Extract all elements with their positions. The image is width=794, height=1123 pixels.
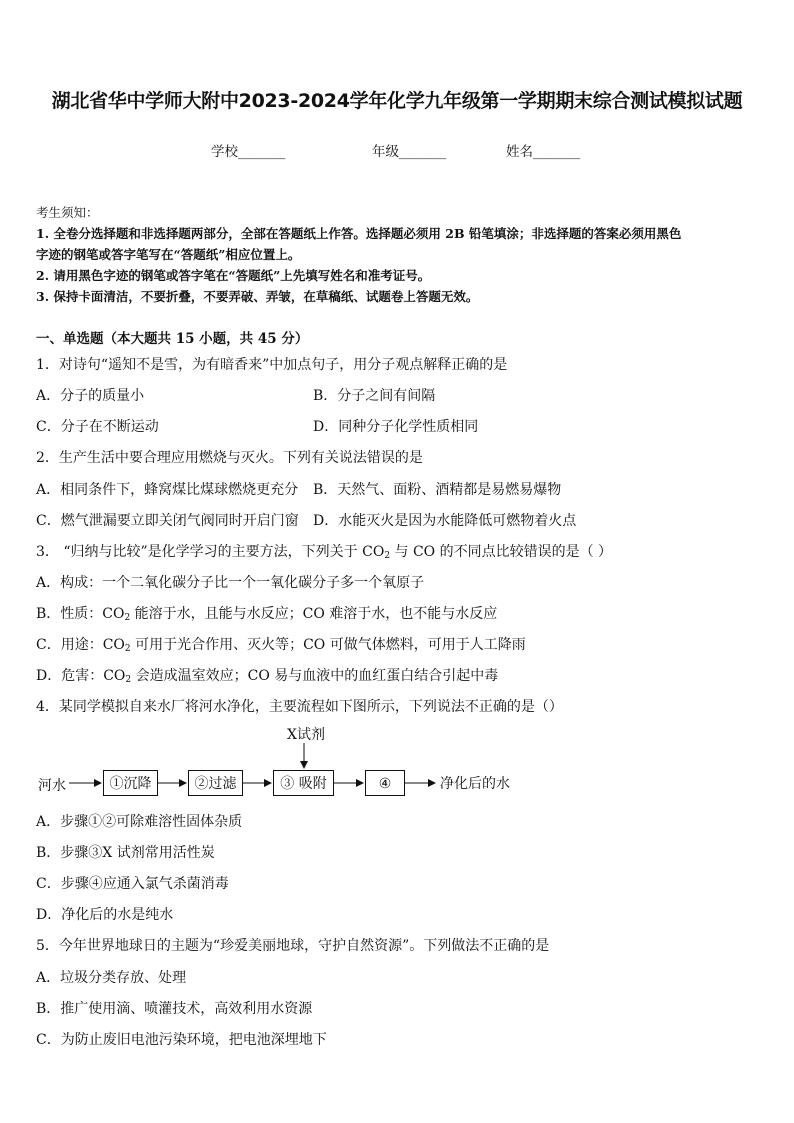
notice-item-1-cont: 字迹的钢笔或答字笔写在“答题纸”相应位置上。 — [36, 247, 301, 262]
q1-option-c: C．分子在不断运动 — [36, 419, 159, 435]
q4-option-d: D．净化后的水是纯水 — [36, 907, 174, 923]
q5-option-a: A．垃圾分类存放、处理 — [36, 970, 187, 986]
section-heading: 一、单选题（本大题共 15 小题，共 45 分） — [36, 331, 309, 347]
q2-option-b: B．天然气、面粉、酒精都是易燃易爆物 — [313, 482, 562, 498]
step-box-adsorption: ③ 吸附 — [273, 770, 334, 796]
page-title: 湖北省华中学师大附中2023-2024学年化学九年级第一学期期末综合测试模拟试题 — [51, 90, 743, 112]
q3-option-a: A．构成：一个二氧化碳分子比一个一氧化碳分子多一个氧原子 — [36, 575, 425, 591]
q5-stem: 5．今年世界地球日的主题为“珍爱美丽地球，守护自然资源”。下列做法不正确的是 — [36, 938, 550, 954]
q1-stem: 1．对诗句“遥知不是雪，为有暗香来”中加点句子，用分子观点解释正确的是 — [36, 357, 508, 373]
notice-heading: 考生须知： — [36, 205, 99, 220]
source-label: 河水 — [38, 778, 66, 794]
output-label: 净化后的水 — [440, 776, 510, 792]
q4-option-a: A．步骤①②可除难溶性固体杂质 — [36, 814, 243, 830]
reagent-label: X试剂 — [287, 727, 325, 743]
notice-item-3: 3. 保持卡面清洁，不要折叠，不要弄破、弄皱，在草稿纸、试题卷上答题无效。 — [36, 289, 479, 304]
name-field: 姓名_______ — [506, 144, 581, 160]
notice-item-2: 2. 请用黑色字迹的钢笔或答字笔在“答题纸”上先填写姓名和准考证号。 — [36, 268, 431, 283]
step-box-four: ④ — [365, 770, 405, 796]
q2-option-d: D．水能灭火是因为水能降低可燃物着火点 — [313, 513, 577, 529]
q1-option-d: D．同种分子化学性质相同 — [313, 419, 479, 435]
step-box-sedimentation: ①沉降 — [103, 770, 158, 796]
q4-option-b: B．步骤③X 试剂常用活性炭 — [36, 845, 215, 861]
q1-option-b: B．分子之间有间隔 — [313, 388, 436, 404]
q3-stem: 3． “归纳与比较”是化学学习的主要方法，下列关于 $CO_2$ 与 CO 的不同点比较错误的是（ ） — [36, 544, 613, 561]
notice-item-1: 1. 全卷分选择题和非选择题两部分，全部在答题纸上作答。选择题必须用 2B 铅笔填涂；非选择题的答案必须用黑色 — [36, 226, 682, 241]
q3-option-d: D．危害：$CO_2$ 会造成温室效应；CO 易与血液中的血红蛋白结合引起中毒 — [36, 668, 499, 685]
q2-stem: 2．生产生活中要合理应用燃烧与灭火。下列有关说法错误的是 — [36, 450, 423, 466]
q3-option-b: B．性质：$CO_2$ 能溶于水，且能与水反应；CO 难溶于水，也不能与水反应 — [36, 606, 498, 623]
q3-option-c: C．用途：$CO_2$ 可用于光合作用、灭火等；CO 可做气体燃料，可用于人工降雨 — [36, 637, 526, 654]
grade-field: 年级_______ — [372, 144, 447, 160]
q2-option-a: A．相同条件下，蜂窝煤比煤球燃烧更充分 — [36, 482, 299, 498]
q5-option-c: C．为防止废旧电池污染环境，把电池深埋地下 — [36, 1032, 327, 1048]
q4-option-c: C．步骤④应通入氯气杀菌消毒 — [36, 876, 229, 892]
q1-option-a: A．分子的质量小 — [36, 388, 145, 404]
step-box-filtration: ②过滤 — [188, 770, 243, 796]
q2-option-c: C．燃气泄漏要立即关闭气阀同时开启门窗 — [36, 513, 299, 529]
school-field: 学校_______ — [211, 144, 286, 160]
q4-stem: 4．某同学模拟自来水厂将河水净化，主要流程如下图所示，下列说法不正确的是（） — [36, 699, 563, 715]
q5-option-b: B．推广使用滴、喷灌技术，高效利用水资源 — [36, 1001, 313, 1017]
